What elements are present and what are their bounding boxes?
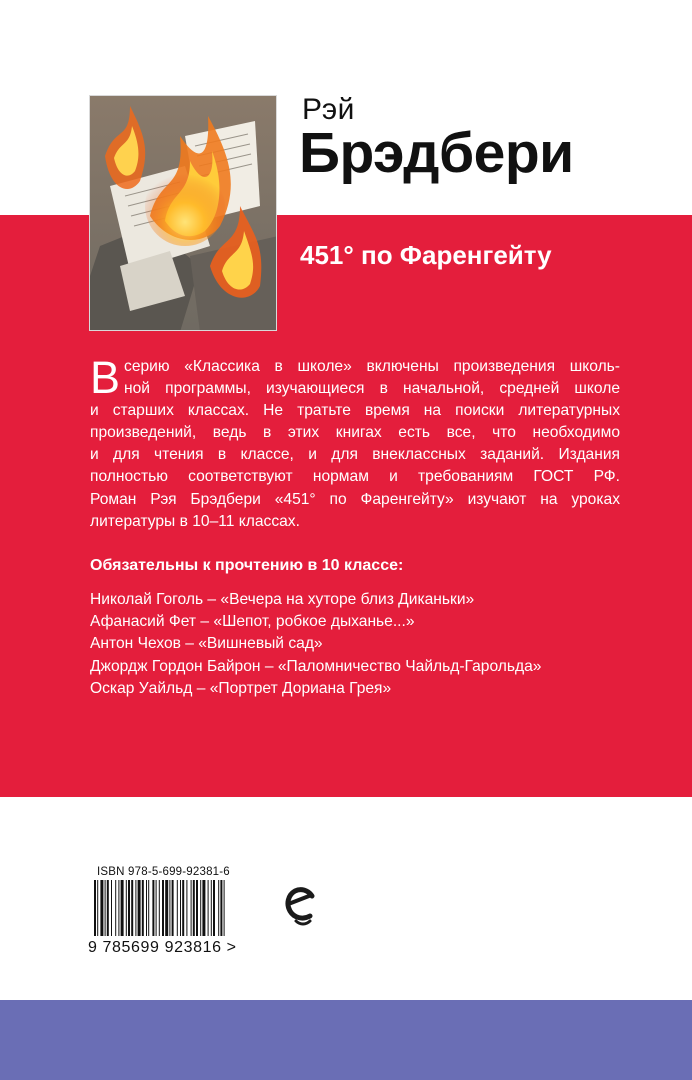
barcode-bar (200, 880, 201, 936)
barcode-bar (172, 880, 174, 936)
barcode-bar (220, 880, 222, 936)
list-item: Николай Гоголь – «Вечера на хуторе близ Диканьки» (90, 591, 475, 608)
barcode-bar (148, 880, 149, 936)
barcode-bar (202, 880, 205, 936)
description-line: и старших классах. Не тратьте время на поиски литературных (90, 402, 620, 420)
description-line: полностью соответствуют нормам и требованиям ГОСТ РФ. (90, 468, 620, 486)
series-description (90, 352, 620, 533)
barcode-bar (165, 880, 168, 936)
barcode-bar (126, 880, 127, 936)
barcode-bar (186, 880, 187, 936)
barcode-bar (118, 880, 119, 936)
bottom-blue-stripe (0, 1000, 692, 1080)
list-item: Афанасий Фет – «Шепот, робкое дыханье...» (90, 613, 415, 631)
barcode-bar (196, 880, 198, 936)
list-item: Антон Чехов – «Вишневый сад» (90, 635, 323, 653)
barcode-bar (115, 880, 116, 936)
barcode-bar (218, 880, 219, 936)
burning-book-pages-image (89, 95, 277, 331)
author-first-name: Рэй (302, 93, 355, 126)
barcode-bar (94, 880, 96, 936)
barcode-bar (142, 880, 144, 936)
dropcap-letter: В (90, 352, 121, 403)
barcode-bar (211, 880, 212, 936)
barcode-bar (191, 880, 192, 936)
barcode-bar (208, 880, 209, 936)
description-line: Роман Рэя Брэдбери «451° по Фаренгейту» изучают на уроках (90, 490, 620, 508)
description-line: серию «Классика в школе» включены произведения школь- (124, 358, 620, 375)
barcode-block (88, 866, 263, 957)
required-reading-list (90, 589, 541, 700)
author-last-name: Брэдбери (299, 121, 574, 185)
list-item: Оскар Уайльд – «Портрет Дориана Грея» (90, 679, 392, 697)
barcode-bar (100, 880, 103, 936)
book-title: 451° по Фаренгейту (300, 240, 552, 270)
barcode-bar (224, 880, 225, 936)
eksmo-e-logo-icon (282, 883, 322, 929)
barcode-bar (162, 880, 164, 936)
barcode-bar (128, 880, 130, 936)
publisher-logo (282, 883, 322, 934)
barcode-bar (177, 880, 178, 936)
barcode-bar (180, 880, 181, 936)
description-line: и для чтения в классе, и для внеклассных заданий. Издания (90, 446, 620, 464)
barcode-digits: 9 785699 923816 > (88, 939, 237, 956)
barcode-bar (182, 880, 184, 936)
barcode-bar (121, 880, 124, 936)
description-line: ной программы, изучающиеся в начальной, средней школе (124, 380, 620, 398)
isbn-label: ISBN 978-5-699-92381-6 (97, 866, 230, 878)
barcode-bar (105, 880, 106, 936)
barcode-bar (131, 880, 133, 936)
barcode-bar (159, 880, 160, 936)
barcode-bar (213, 880, 215, 936)
barcode-bar (152, 880, 154, 936)
description-line: произведений, ведь в этих книгах есть все, что необходимо (90, 424, 620, 442)
barcode-bar (111, 880, 112, 936)
description-line: литературы в 10–11 классах. (90, 512, 300, 530)
barcode-bar (135, 880, 136, 936)
list-item: Джордж Гордон Байрон – «Паломничество Чайльд-Гарольда» (90, 657, 542, 675)
barcode-bar (97, 880, 98, 936)
required-reading-heading: Обязательны к прочтению в 10 классе: (90, 557, 404, 574)
barcode-bar (138, 880, 141, 936)
barcode-bar (169, 880, 170, 936)
barcode-bar (146, 880, 147, 936)
barcode-bars (94, 880, 256, 936)
barcode-bar (107, 880, 109, 936)
barcode-bar (193, 880, 195, 936)
barcode-bar (156, 880, 157, 936)
